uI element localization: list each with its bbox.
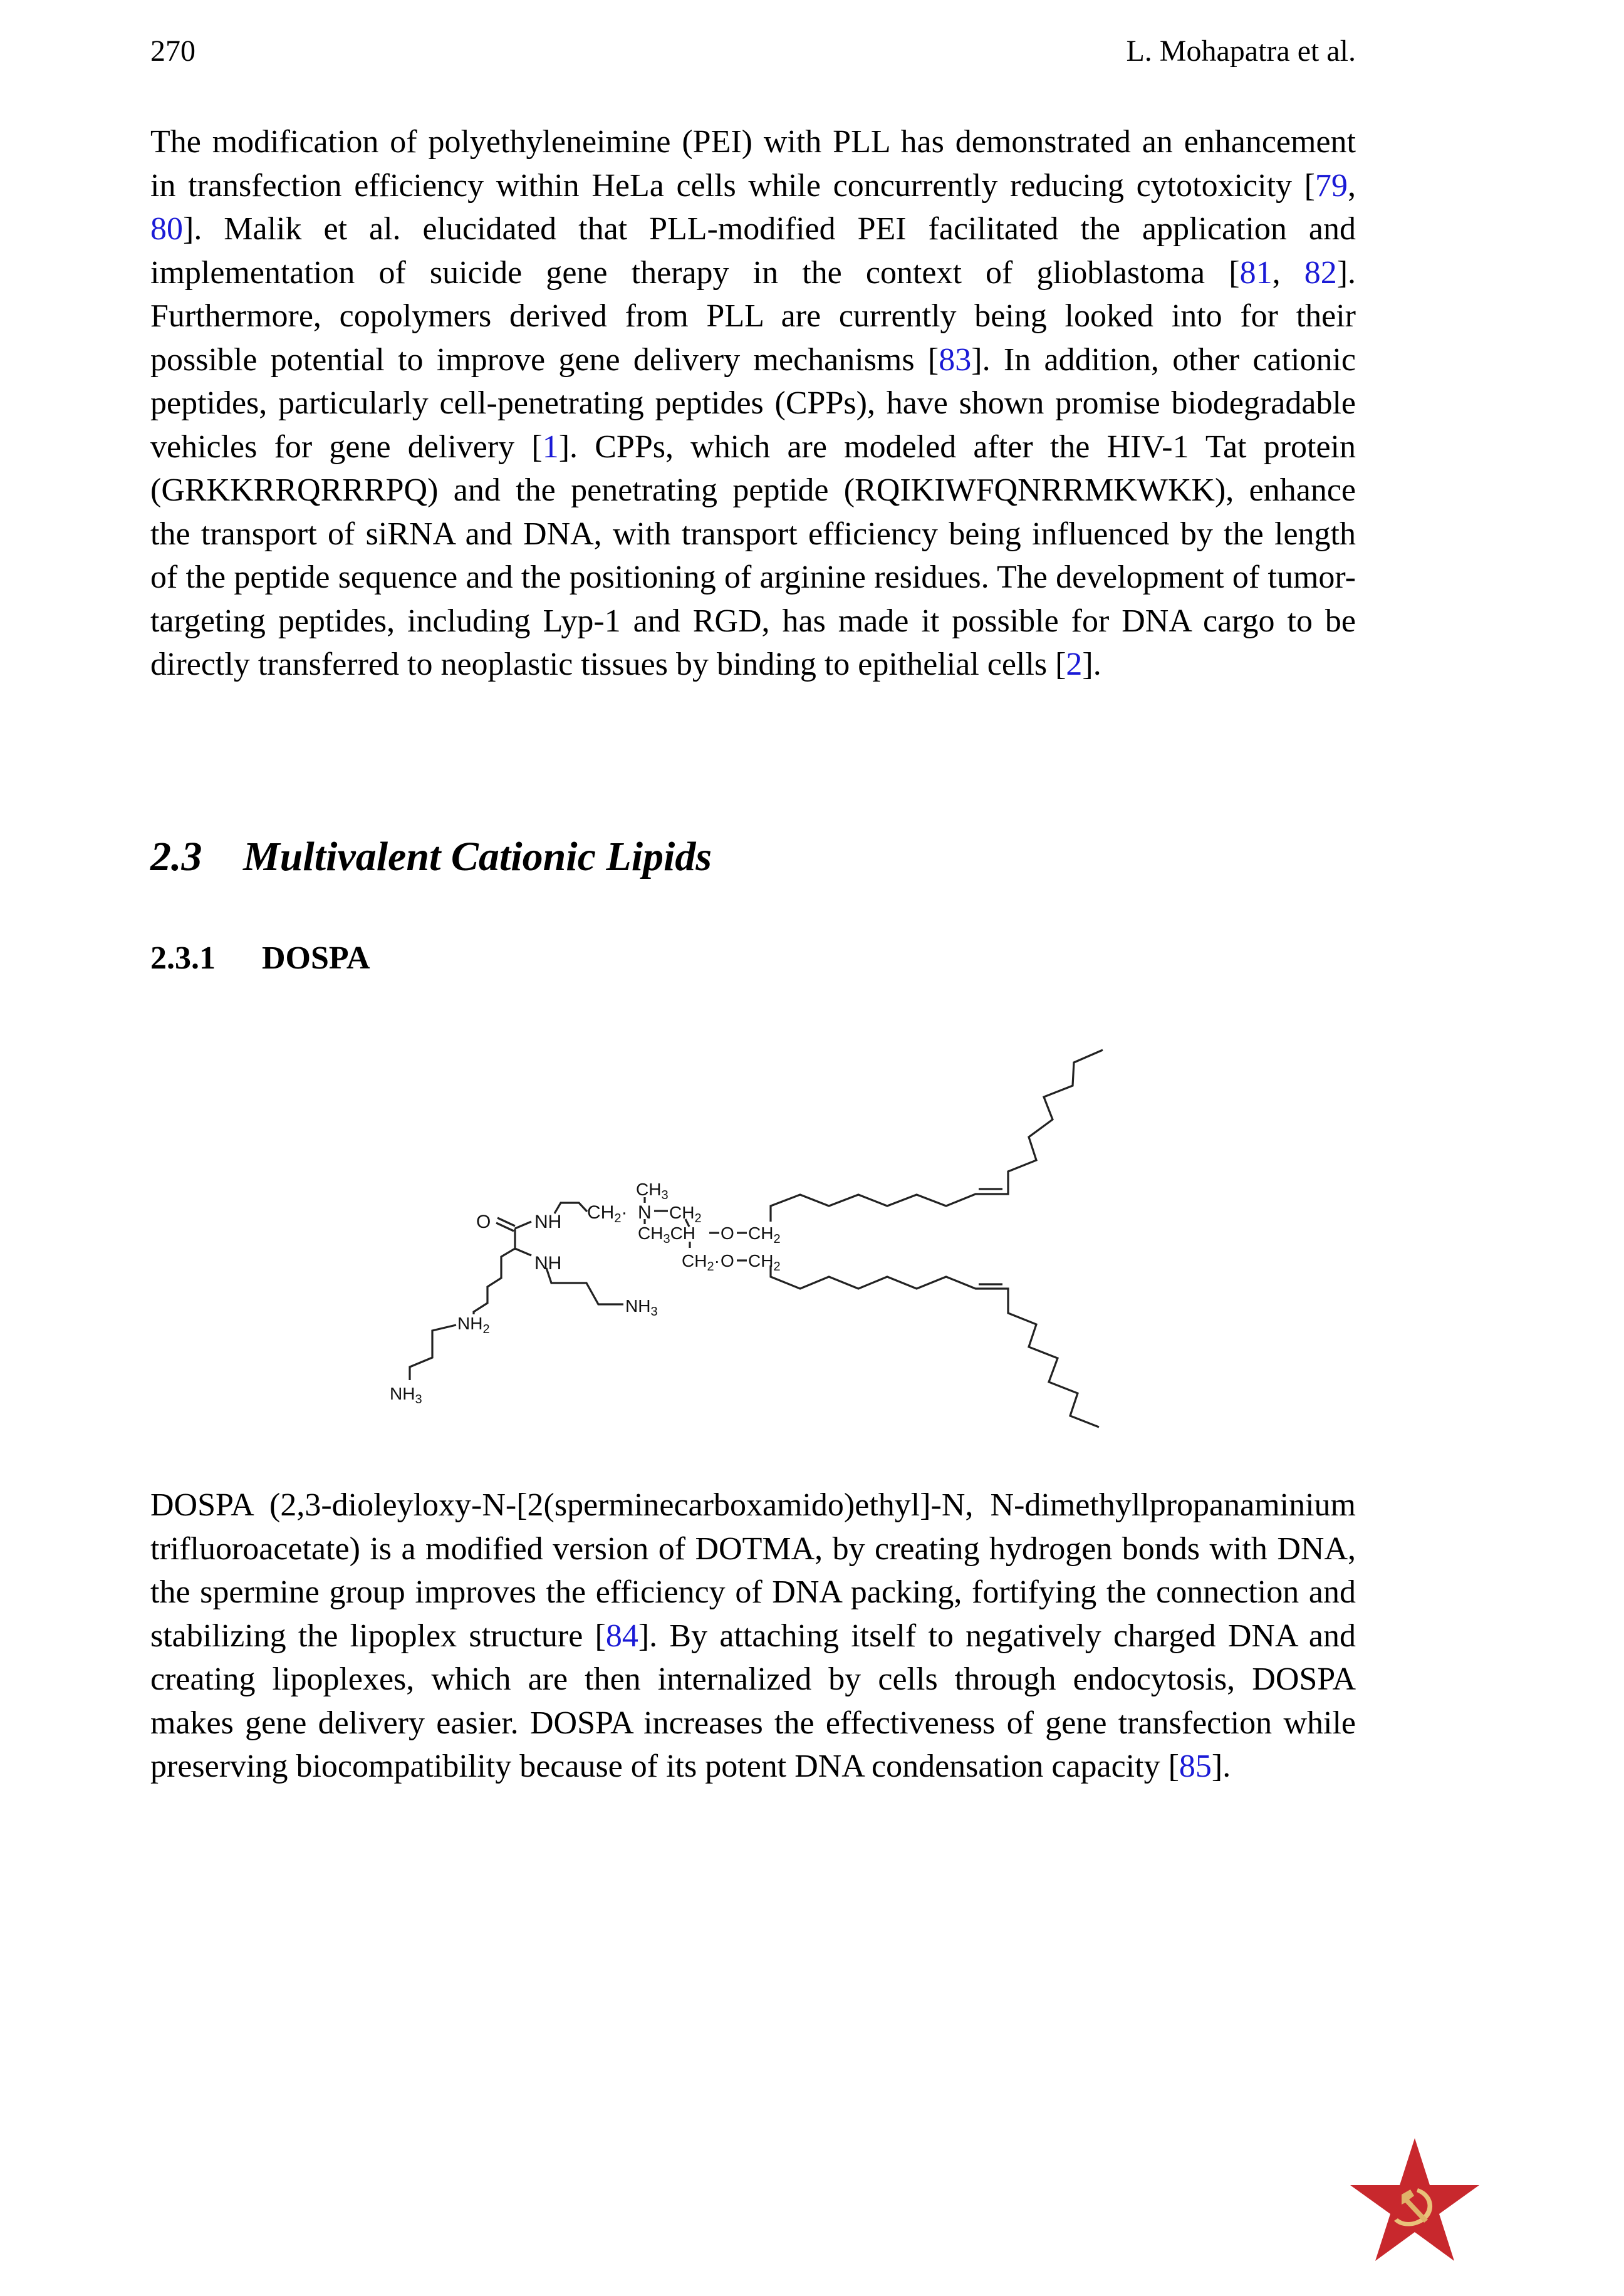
paragraph-text: ]. Malik et al. elucidated that PLL-modified PEI facilitated the application and implementation of suicide gene therapy in the context of glioblastoma [	[150, 211, 1356, 291]
bond-nh2-chain-down	[410, 1325, 456, 1380]
label-ch2-n: $CH_2\cdot$	[587, 1202, 628, 1225]
paragraph-text: ]. In addition, other cationic peptides, particularly cell-penetrating peptides (CPPs), have shown promise biodegradable vehicles for gene delivery [	[150, 341, 1356, 465]
bond-carbonyl-double	[496, 1218, 515, 1231]
paragraph-text: ]. CPPs, which are modeled after the HIV-1 Tat protein (GRKKRRQRRRPQ) and the penetrating peptide (RQIKIWFQNRRMKWKK), enhance the transport of siRNA and DNA, with transport efficiency being influenced by the length of the peptide sequence and the positioning of arginine residues. The development of tumor-targeting peptides, including Lyp-1 and RGD, has made it possible for DNA cargo to be directly transferred to neoplastic tissues by binding to epithelial cells [	[150, 429, 1356, 682]
label-n-center: N	[638, 1202, 652, 1223]
subsection-number: 2.3.1	[150, 940, 216, 976]
label-ch3ch: $CH_3CH$	[638, 1223, 696, 1246]
running-head-authors: L. Mohapatra et al.	[1126, 34, 1356, 68]
paragraph-text: ]. By attaching itself to negatively charged DNA and creating lipoplexes, which are then internalized by cells through endocytosis, DOSPA makes gene delivery easier. DOSPA increases the effectiveness of gene transfection while preserving biocompatibility because of its potent DNA condensation capacity [	[150, 1618, 1356, 1784]
label-nh2-left: $NH_2$	[457, 1314, 490, 1336]
citation-link[interactable]: 83	[939, 341, 972, 378]
label-amine-nh: NH	[534, 1253, 562, 1274]
bond-amide-c-nh	[515, 1222, 531, 1229]
label-carbonyl-o: O	[476, 1212, 491, 1232]
red-star-hammer-sickle-icon	[1344, 2121, 1488, 2265]
page-number: 270	[150, 34, 195, 68]
citation-link[interactable]: 80	[150, 211, 183, 247]
citation-link[interactable]: 84	[605, 1618, 638, 1654]
paragraph-text: ]. Furthermore, copolymers derived from PLL are currently being looked into for their possible potential to improve gene delivery mechanisms [	[150, 254, 1356, 378]
citation-link[interactable]: 79	[1315, 167, 1348, 204]
label-o-row4: O	[721, 1251, 734, 1270]
bond-upper-oleyl-chain	[771, 1050, 1103, 1222]
section-number: 2.3	[150, 834, 202, 880]
bond-ch2-ch	[685, 1219, 689, 1227]
citation-link[interactable]: 1	[542, 429, 559, 465]
label-nh3-right: $NH_3$	[625, 1296, 658, 1319]
running-head	[150, 33, 1356, 70]
body-paragraph-1	[150, 120, 1356, 687]
label-nh3-bottom: $NH_3$	[390, 1384, 422, 1406]
citation-link[interactable]: 81	[1239, 254, 1273, 291]
bond-lower-oleyl-chain	[771, 1265, 1099, 1427]
citation-link[interactable]: 82	[1304, 254, 1337, 291]
citation-link[interactable]: 85	[1179, 1748, 1212, 1784]
paragraph-text: ].	[1211, 1748, 1231, 1784]
paragraph-text: The modification of polyethyleneimine (PEI) with PLL has demonstrated an enhancement in transfection efficiency within HeLa cells while concurrently reducing cytotoxicity [	[150, 124, 1356, 204]
bond-amide-nh-ethyl	[554, 1203, 587, 1213]
citation-link[interactable]: 2	[1066, 647, 1083, 682]
bond-alpha-c	[474, 1229, 515, 1314]
paragraph-text: ].	[1082, 647, 1101, 682]
paragraph-text: ,	[1272, 254, 1304, 291]
bond-nh-chain-right	[546, 1268, 623, 1304]
section-heading	[150, 833, 712, 881]
subsection-title: DOSPA	[262, 940, 370, 976]
label-ch2-right: $CH_2$	[669, 1203, 702, 1225]
subsection-heading	[150, 940, 370, 977]
label-ch2-row4b: $CH_2$	[748, 1251, 781, 1274]
section-title: Multivalent Cationic Lipids	[243, 834, 712, 880]
bond-alpha-nh	[515, 1249, 531, 1255]
paragraph-text: DOSPA (2,3-dioleyloxy-N-[2(sperminecarboxamido)ethyl]-N, N-dimethyllpropanaminium trifluoroacetate) is a modified version of DOTMA, by creating hydrogen bonds with DNA, the spermine group improves the efficiency of DNA packing, fortifying the connection and stabilizing the lipoplex structure [	[150, 1487, 1356, 1654]
red-star-shape	[1350, 2138, 1479, 2261]
paragraph-text: ,	[1348, 167, 1356, 204]
label-ch2-row3: $CH_2$	[748, 1223, 781, 1246]
label-amide-nh: NH	[534, 1212, 562, 1232]
label-o-row3: O	[721, 1223, 734, 1243]
body-paragraph-2	[150, 1483, 1356, 1789]
label-ch3-top: $CH_3$	[636, 1180, 669, 1202]
label-ch2-row4: $CH_2\cdot$	[682, 1251, 720, 1274]
